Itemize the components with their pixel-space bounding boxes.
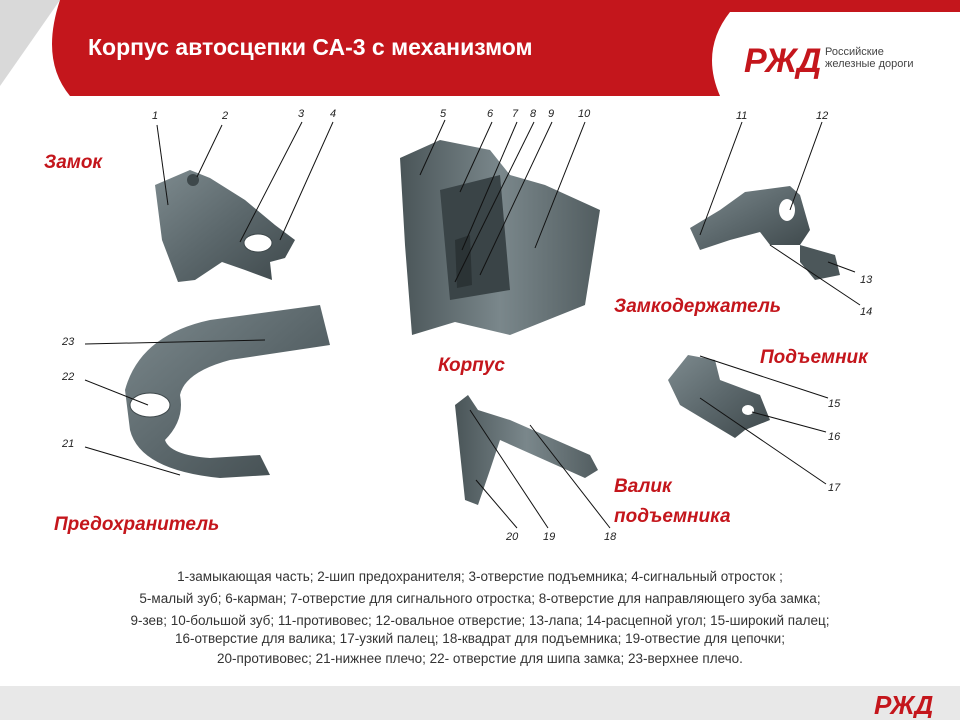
callout-5: 5: [440, 108, 447, 120]
podemnik-part: [668, 355, 770, 438]
logo-line-1: Российские: [825, 46, 884, 58]
callout-4: 4: [330, 108, 337, 120]
callout-8: 8: [530, 108, 537, 120]
callout-17: 17: [828, 482, 841, 494]
page-title: Корпус автосцепки СА-3 с механизмом: [88, 34, 533, 60]
label-valik-line2: подъемника: [614, 506, 731, 527]
label-zamkoderzhatel: Замкодержатель: [614, 296, 782, 317]
zamok-part: [155, 170, 295, 282]
callout-12: 12: [816, 110, 829, 122]
callout-19: 19: [543, 531, 556, 543]
callout-10: 10: [578, 108, 591, 120]
callout-13: 13: [860, 274, 873, 286]
callout-14: 14: [860, 306, 873, 318]
legend: [0, 566, 960, 670]
callout-15: 15: [828, 398, 841, 410]
callout-16: 16: [828, 431, 841, 443]
legend-line-2: 5-малый зуб; 6-карман; 7-отверстие для сигнального отростка; 8-отверстие для направляющего зуба замка;: [139, 591, 821, 606]
label-korpus: Корпус: [438, 355, 505, 376]
footer-bar: [0, 686, 960, 720]
callout-9: 9: [548, 108, 555, 120]
svg-text:РЖД: РЖД: [744, 42, 822, 80]
callout-7: 7: [512, 108, 519, 120]
label-valik-line1: Валик: [614, 476, 672, 497]
logo-line-2: железные дороги: [825, 58, 914, 70]
callout-18: 18: [604, 531, 617, 543]
callout-21: 21: [62, 438, 75, 450]
korpus-part: [400, 140, 600, 335]
valik-part: [455, 395, 598, 505]
svg-text:РЖД: РЖД: [874, 690, 934, 718]
legend-line-1: 1-замыкающая часть; 2-шип предохранителя; 3-отверстие подъемника; 4-сигнальный отросток ;: [177, 569, 783, 584]
callout-1: 1: [152, 110, 159, 122]
callout-6: 6: [487, 108, 494, 120]
callout-3: 3: [298, 108, 305, 120]
footer-rzd-logo-icon: [872, 688, 952, 718]
label-zamok: Замок: [44, 152, 103, 173]
legend-line-5: 20-противовес; 21-нижнее плечо; 22- отверстие для шипа замка; 23-верхнее плечо.: [217, 651, 743, 666]
label-podemnik: Подъемник: [760, 347, 868, 368]
label-predohranitel: Предохранитель: [54, 514, 220, 535]
callout-22: 22: [62, 371, 75, 383]
predohranitel-part: [125, 305, 330, 478]
callout-20: 20: [506, 531, 519, 543]
callout-23: 23: [62, 336, 75, 348]
legend-line-4: 16-отверстие для валика; 17-узкий палец; 18-квадрат для подъемника; 19-отвестие для цепочки;: [175, 631, 785, 646]
callout-2: 2: [222, 110, 229, 122]
callout-11: 11: [736, 110, 748, 122]
legend-line-3: 9-зев; 10-большой зуб; 11-противовес; 12-овальное отверстие; 13-лапа; 14-расцепной угол; 15-широкий палец;: [130, 613, 830, 628]
